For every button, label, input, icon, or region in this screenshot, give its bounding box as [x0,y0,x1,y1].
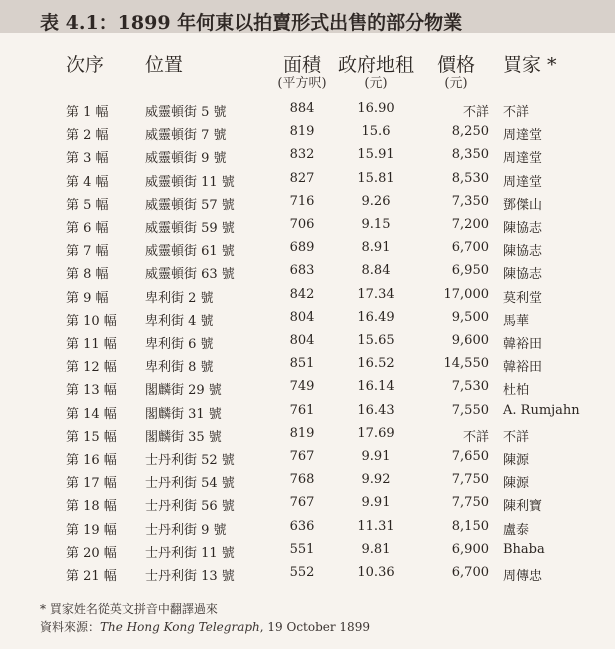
row-price: 7,530 [451,379,489,395]
row-order: 第 13 幅 [66,383,117,399]
row-price: 8,150 [451,518,489,534]
row-location: 士丹利街 9 號 [145,522,227,538]
row-buyer: 鄧傑山 [503,197,543,213]
row-area: 552 [289,565,315,580]
row-area: 768 [289,472,315,488]
row-price: 7,750 [451,472,489,488]
row-rent: 9.26 [361,193,391,209]
row-rent: 15.65 [357,333,395,348]
row-price: 7,650 [451,449,489,464]
row-price: 7,350 [451,193,489,209]
row-area: 716 [289,193,315,209]
row-rent: 15.81 [357,170,395,186]
row-price: 7,550 [451,402,489,418]
header-location: 位置 [145,54,184,76]
row-location: 閣麟街 29 號 [145,383,222,399]
table-row [0,263,615,286]
table-row [0,333,615,356]
row-area: 884 [289,101,315,116]
table-row [0,495,615,518]
table-row [0,356,615,379]
table-row [0,449,615,472]
row-location: 士丹利街 52 號 [145,453,235,468]
row-buyer: 周達堂 [503,128,543,144]
header-order: 次序 [66,54,105,76]
row-location: 威靈頓街 61 號 [145,244,235,260]
header-area: 面積 [282,54,321,76]
row-location: 閣麟街 35 號 [145,429,222,445]
row-rent: 9.15 [361,217,391,232]
table-row [0,171,615,194]
header-price: 價格 [436,54,475,76]
row-order: 第 10 幅 [66,313,117,329]
row-price: 不詳 [462,429,489,445]
row-price: 9,500 [451,309,489,325]
row-buyer: 陳源 [503,453,530,468]
row-rent: 9.91 [361,449,391,464]
row-rent: 8.84 [361,263,391,279]
row-price: 6,700 [451,240,489,256]
row-area: 636 [289,518,315,534]
row-rent: 9.92 [361,472,391,488]
row-area: 804 [289,309,315,325]
row-location: 威靈頓街 63 號 [145,267,235,283]
table-row [0,101,615,124]
row-price: 14,550 [443,356,489,372]
row-buyer: 杜柏 [503,383,530,399]
row-area: 767 [289,495,315,511]
row-location: 卑利街 4 號 [145,313,214,329]
row-order: 第 8 幅 [66,267,109,283]
row-price: 6,950 [451,263,489,279]
row-area: 749 [289,379,315,395]
row-area: 827 [289,170,315,186]
row-location: 卑利街 8 號 [145,360,214,376]
row-order: 第 11 幅 [66,337,117,352]
row-order: 第 17 幅 [66,476,117,492]
row-price: 6,900 [451,541,489,557]
row-rent: 17.69 [357,425,395,441]
source-date: , 19 October 1899 [259,620,370,634]
row-buyer: A. Rumjahn [503,402,580,418]
row-buyer: 周達堂 [503,174,543,190]
table-row [0,379,615,402]
row-rent: 8.91 [361,240,391,256]
row-location: 威靈頓街 59 號 [145,221,235,236]
table-row [0,426,615,449]
row-area: 767 [289,449,315,464]
row-area: 832 [289,147,315,163]
table-row [0,124,615,147]
row-order: 第 3 幅 [66,151,109,167]
row-price: 8,250 [451,124,489,140]
row-price: 6,700 [451,565,489,580]
row-location: 士丹利街 11 號 [145,545,235,561]
row-rent: 9.81 [361,541,391,557]
table-row [0,472,615,495]
table-row [0,287,615,310]
header-rent: 政府地租 [337,54,414,76]
row-price: 7,750 [451,495,489,511]
row-rent: 10.36 [357,565,395,580]
row-area: 804 [289,333,315,348]
row-order: 第 15 幅 [66,429,117,445]
row-location: 卑利街 6 號 [145,337,214,352]
row-area: 689 [289,240,315,256]
row-price: 8,530 [451,170,489,186]
row-location: 威靈頓街 7 號 [145,128,227,144]
row-buyer: 陳協志 [503,221,543,236]
row-location: 士丹利街 13 號 [145,569,235,584]
row-order: 第 20 幅 [66,545,117,561]
row-location: 卑利街 2 號 [145,290,214,306]
row-order: 第 21 幅 [66,569,117,584]
row-order: 第 7 幅 [66,244,109,260]
row-rent: 15.6 [361,124,391,140]
footnote: * 買家姓名從英文拼音中翻譯過來 [40,602,218,616]
row-rent: 11.31 [357,518,395,534]
header-rent-unit: (元) [364,76,388,91]
row-rent: 15.91 [357,147,395,163]
row-buyer: 不詳 [503,105,530,120]
row-location: 威靈頓街 5 號 [145,105,227,120]
row-rent: 16.43 [357,402,395,418]
source-prefix: 資料來源： [40,620,101,634]
row-order: 第 18 幅 [66,499,117,515]
header-price-unit: (元) [444,76,468,91]
row-order: 第 5 幅 [66,197,109,213]
table-row [0,565,615,588]
row-order: 第 4 幅 [66,174,109,190]
row-buyer: 陳協志 [503,267,543,283]
row-price: 17,000 [443,286,489,302]
row-buyer: 韓裕田 [503,337,543,352]
row-rent: 16.14 [357,379,395,395]
row-order: 第 6 幅 [66,221,109,236]
row-location: 威靈頓街 9 號 [145,151,227,167]
row-rent: 9.91 [361,495,391,511]
row-buyer: 莫利堂 [503,290,543,306]
row-rent: 16.90 [357,101,395,116]
row-area: 819 [289,425,315,441]
table-row [0,194,615,217]
table-row [0,519,615,542]
table-row [0,542,615,565]
row-buyer: 韓裕田 [503,360,543,376]
row-order: 第 9 幅 [66,290,109,306]
header-buyer: 買家 * [503,54,557,76]
row-location: 士丹利街 56 號 [145,499,235,515]
row-order: 第 2 幅 [66,128,109,144]
table-title: 表 4.1：1899 年何東以拍賣形式出售的部分物業 [40,12,463,34]
row-area: 551 [289,541,315,557]
row-order: 第 14 幅 [66,406,117,422]
row-area: 842 [289,286,315,302]
table-row [0,310,615,333]
row-order: 第 1 幅 [66,105,109,120]
table-row [0,240,615,263]
row-location: 士丹利街 54 號 [145,476,235,492]
row-area: 761 [289,402,315,418]
row-buyer: 盧泰 [503,522,530,538]
row-price: 7,200 [451,217,489,232]
row-area: 819 [289,124,315,140]
row-order: 第 16 幅 [66,453,117,468]
row-price: 9,600 [451,333,489,348]
row-buyer: 陳利寶 [503,499,543,515]
source-publication: The Hong Kong Telegraph [100,620,260,634]
row-location: 閣麟街 31 號 [145,406,222,422]
row-buyer: 陳源 [503,476,530,492]
row-buyer: 周達堂 [503,151,543,167]
row-area: 706 [289,217,315,232]
table-row [0,403,615,426]
row-price: 不詳 [462,105,489,120]
row-order: 第 19 幅 [66,522,117,538]
header-area-unit: (平方呎) [277,76,327,91]
row-location: 威靈頓街 11 號 [145,174,235,190]
row-area: 851 [289,356,315,372]
row-area: 683 [289,263,315,279]
row-rent: 16.52 [357,356,395,372]
table-row [0,217,615,240]
row-buyer: 馬華 [503,313,530,329]
row-order: 第 12 幅 [66,360,117,376]
row-buyer: Bhaba [503,541,545,557]
row-buyer: 周傳忠 [503,569,543,584]
row-location: 威靈頓街 57 號 [145,197,235,213]
row-rent: 16.49 [357,309,395,325]
row-price: 8,350 [451,147,489,163]
row-buyer: 陳協志 [503,244,543,260]
row-rent: 17.34 [357,286,395,302]
row-buyer: 不詳 [503,429,530,445]
source-note [40,618,370,635]
table-row [0,147,615,170]
